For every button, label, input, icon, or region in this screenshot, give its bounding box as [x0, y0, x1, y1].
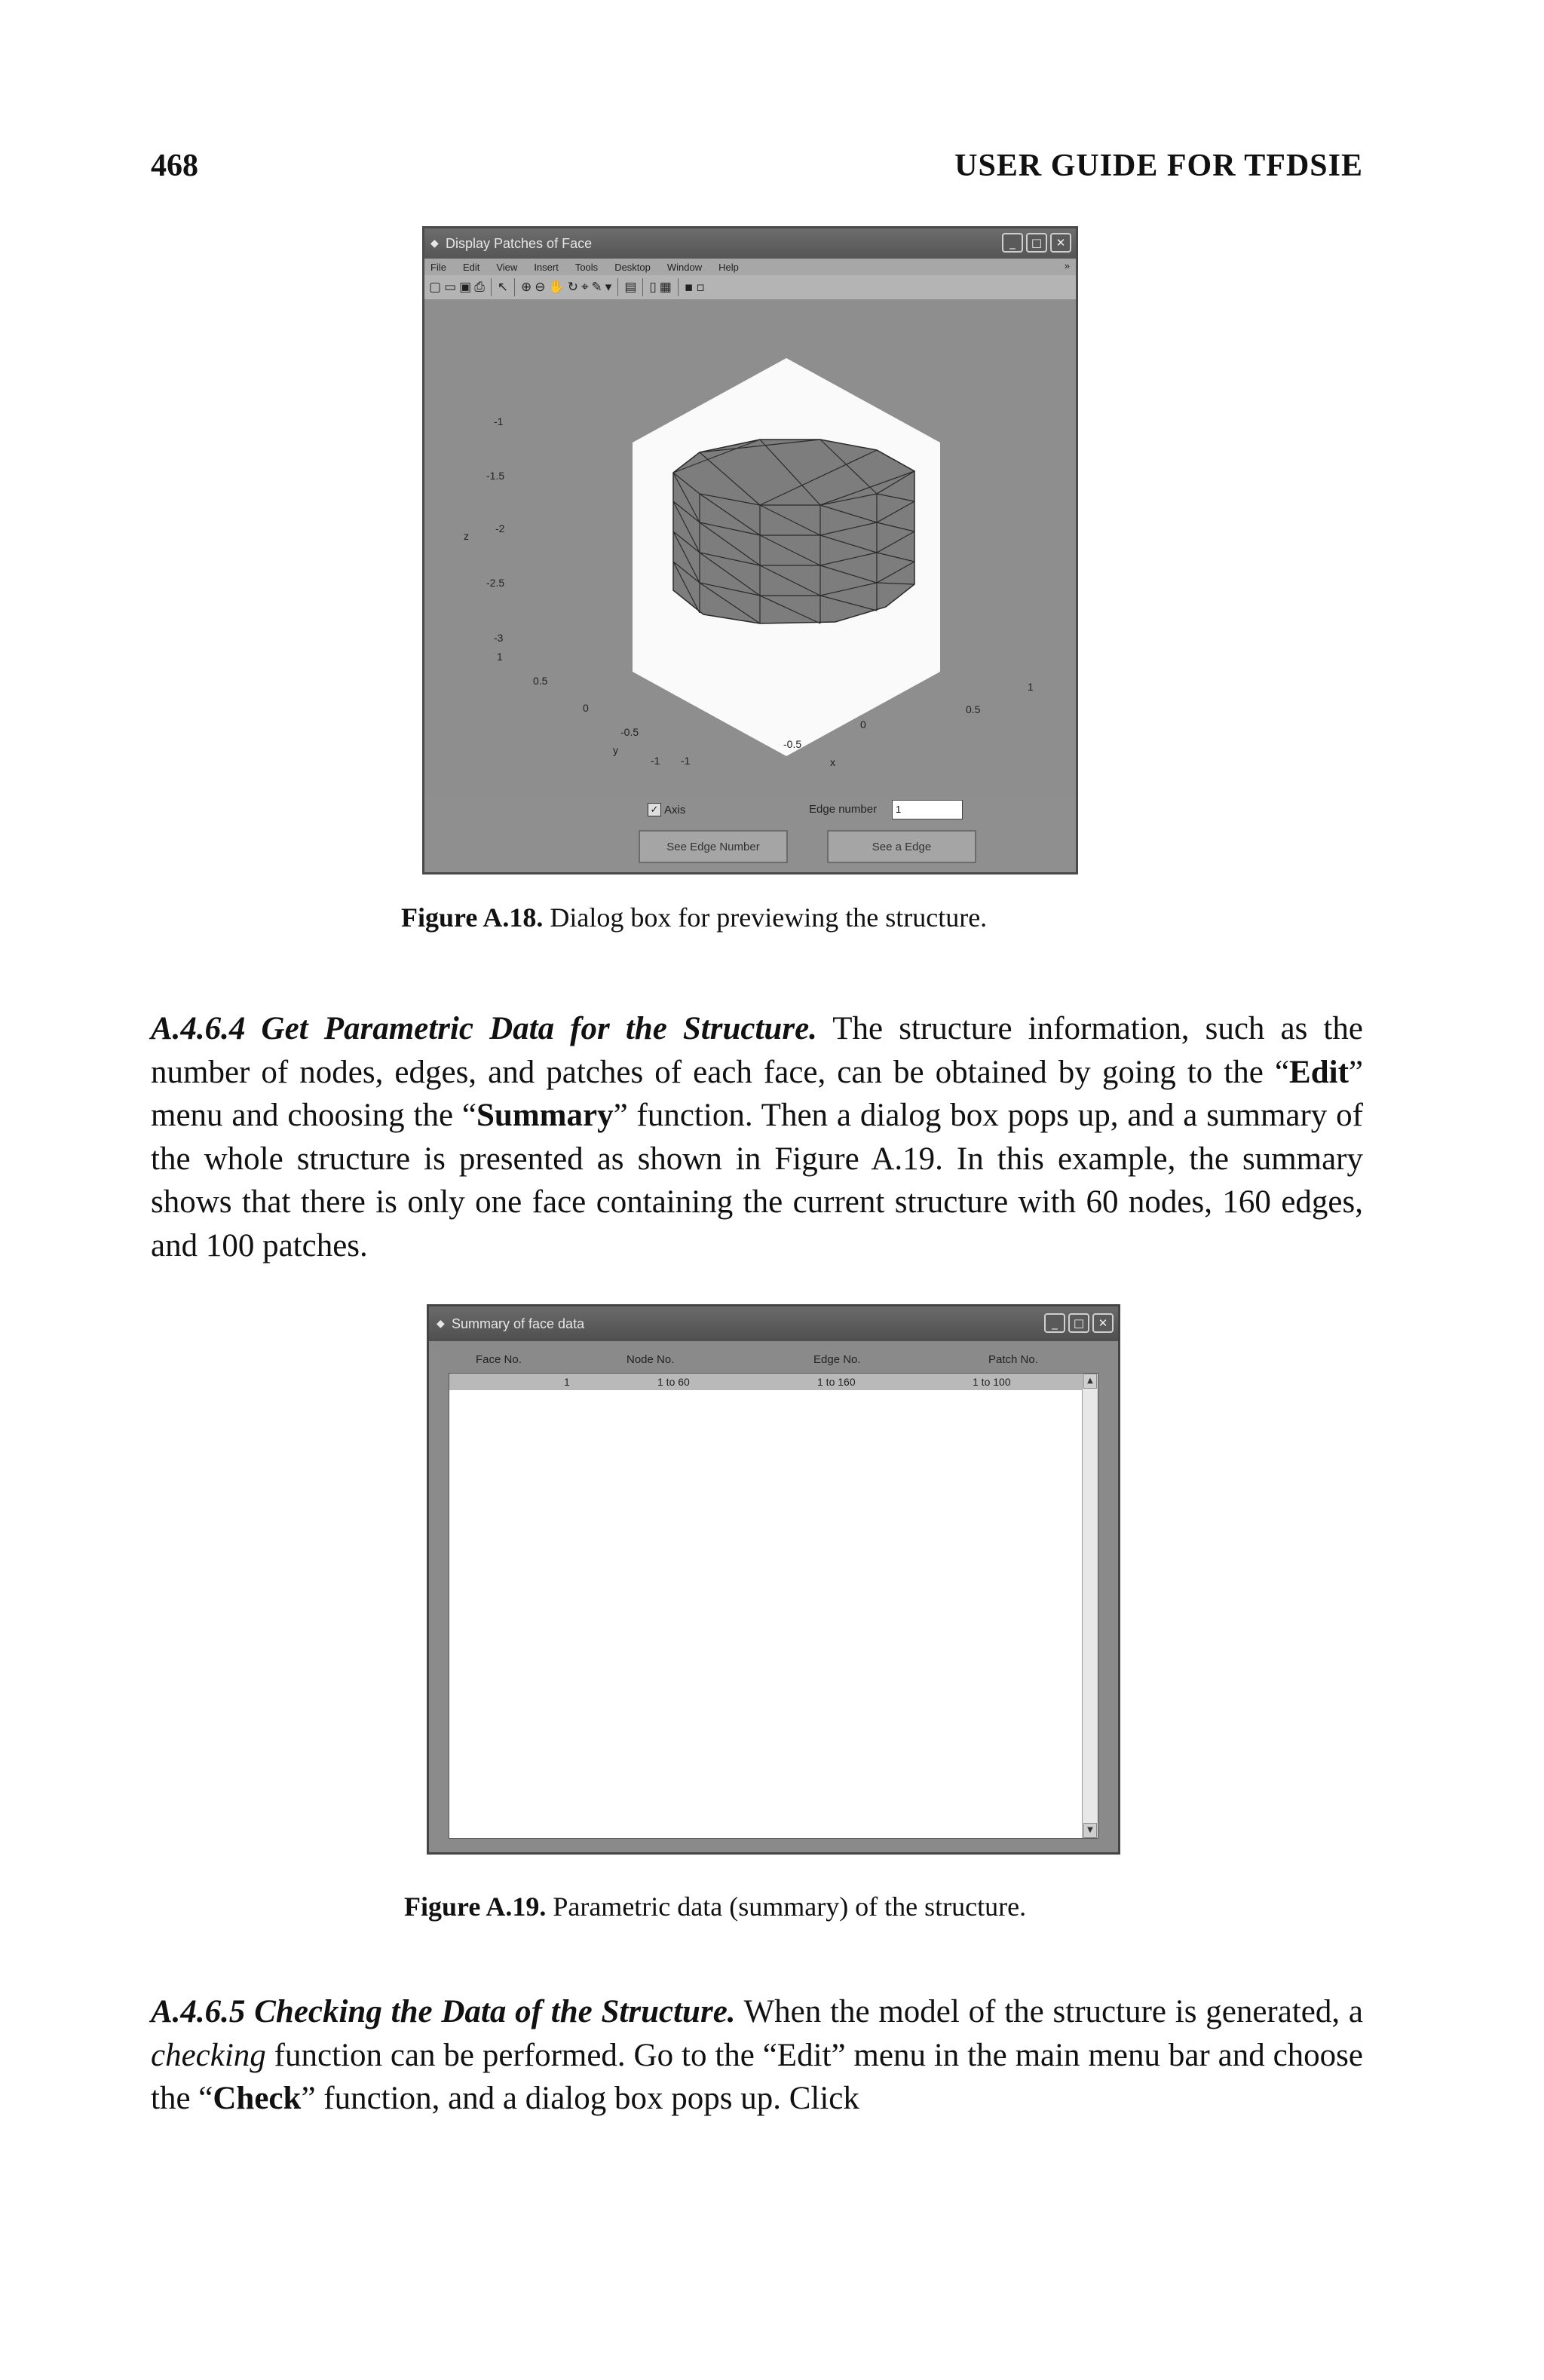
x-axis-label: x [830, 756, 835, 768]
x-tick: 1 [1028, 681, 1034, 693]
display-patches-window [422, 226, 1078, 875]
zoom-in-icon[interactable]: ⊕ [521, 280, 532, 295]
menu-edit[interactable]: Edit [462, 261, 480, 273]
open-icon[interactable]: ▭ [444, 280, 457, 295]
paragraph-text: The structure information, such as the number of nodes, edges, and patches of each face, can be obtained by going to the “ [151, 1011, 1363, 1090]
z-tick: -3 [494, 632, 504, 644]
running-title: USER GUIDE FOR TFDSIE [954, 149, 1363, 183]
toolbar-separator [491, 278, 492, 296]
brush-icon[interactable]: ✎ [591, 280, 602, 295]
edge-number-input[interactable]: 1 [892, 800, 963, 819]
page-header [151, 148, 1363, 193]
plot-tools-icon[interactable]: ▫ [696, 280, 705, 295]
pan-icon[interactable]: ✋ [548, 280, 565, 295]
vertical-scrollbar[interactable] [1082, 1374, 1098, 1838]
axis-checkbox-label: Axis [664, 803, 686, 816]
cylinder-body [673, 440, 914, 623]
checkmark-icon[interactable]: ✓ [648, 803, 661, 816]
edge-number-label: Edge number [809, 803, 878, 816]
cell-node: 1 to 60 [657, 1376, 690, 1388]
print-icon[interactable]: ⎙ [474, 280, 485, 295]
window-icon: ◆ [437, 1317, 445, 1329]
toolbar-separator [514, 278, 515, 296]
caption-text: Parametric data (summary) of the structure. [553, 1891, 1027, 1922]
menu-bar [424, 259, 1076, 275]
section-heading: A.4.6.4 Get Parametric Data for the Structure. [151, 1011, 817, 1046]
y-tick: 1 [497, 651, 503, 663]
minimize-icon[interactable]: _ [1044, 1313, 1065, 1333]
datacursor-icon[interactable]: ⌖ [581, 280, 589, 295]
maximize-icon[interactable]: □ [1026, 233, 1047, 253]
zoom-out-icon[interactable]: ⊖ [535, 280, 546, 295]
z-tick: -2 [495, 522, 505, 535]
checking-term: checking [151, 2037, 266, 2073]
caption-text: Dialog box for previewing the structure. [550, 902, 988, 933]
x-tick: -1 [681, 755, 691, 767]
menu-view[interactable]: View [496, 261, 518, 273]
show-icon[interactable]: ▪ [684, 280, 694, 295]
scroll-up-icon[interactable]: ▲ [1083, 1374, 1097, 1389]
cylinder-mesh-plot[interactable] [424, 299, 1076, 797]
see-edge-number-button[interactable]: See Edge Number [639, 830, 788, 863]
y-tick: 0.5 [533, 675, 548, 687]
maximize-icon[interactable]: □ [1068, 1313, 1089, 1333]
caption-label: Figure A.19. [404, 1891, 547, 1922]
z-tick: -2.5 [486, 577, 505, 589]
y-axis-label: y [613, 744, 618, 756]
paragraph-text: ” function. Then a dialog box pops up, and a summary of the whole structure is presented as shown in Figure A.19. In this example, the summary shows that there is only one face containing the current structure with 60 nodes, 160 edges, and 100 patches. [151, 1098, 1363, 1264]
link-icon[interactable]: ▾ [605, 280, 612, 295]
menu-tools[interactable]: Tools [574, 261, 599, 273]
save-icon[interactable]: ▣ [459, 280, 472, 295]
menu-help[interactable]: Help [718, 261, 739, 273]
column-header-patch: Patch No. [988, 1353, 1038, 1366]
section-a465-paragraph [151, 1990, 1363, 2121]
toolbar-separator [678, 278, 679, 296]
column-headers [429, 1353, 1118, 1371]
z-tick: -1.5 [486, 470, 505, 482]
see-a-edge-button[interactable]: See a Edge [827, 830, 976, 863]
page-number: 468 [151, 149, 198, 183]
menu-insert[interactable]: Insert [534, 261, 559, 273]
legend-icon[interactable]: ▯ [649, 280, 657, 295]
z-tick: -1 [494, 415, 504, 427]
edit-term: Edit [1289, 1054, 1349, 1090]
new-icon[interactable]: ▢ [429, 280, 442, 295]
toolbar [424, 275, 1076, 300]
pointer-icon[interactable]: ↖ [497, 280, 509, 295]
close-icon[interactable]: ✕ [1050, 233, 1071, 253]
x-tick: 0 [860, 718, 866, 731]
column-header-edge: Edge No. [813, 1353, 861, 1366]
y-tick: -0.5 [620, 726, 639, 738]
menu-more-icon[interactable]: » [1064, 260, 1070, 271]
paragraph-text: function can be performed. Go to the “Edit” menu in the main menu bar and choose the “ [151, 2037, 1363, 2116]
section-a464-paragraph [151, 1007, 1363, 1267]
colorbar-icon[interactable]: ▤ [624, 280, 637, 295]
title-bar[interactable] [424, 228, 1076, 259]
paragraph-text: When the model of the structure is generated, a [743, 1994, 1363, 2029]
figure-a19-caption [404, 1891, 1026, 1922]
cell-edge: 1 to 160 [817, 1376, 856, 1388]
scroll-down-icon[interactable]: ▼ [1083, 1823, 1097, 1838]
menu-file[interactable]: File [430, 261, 446, 273]
section-heading: A.4.6.5 Checking the Data of the Structure. [151, 1994, 736, 2029]
column-header-node: Node No. [626, 1353, 675, 1366]
summary-listbox[interactable] [449, 1373, 1098, 1839]
rotate-icon[interactable]: ↻ [567, 280, 578, 295]
hide-icon[interactable]: ▦ [659, 280, 672, 295]
paragraph-text: ” function, and a dialog box pops up. Click [301, 2081, 859, 2116]
menu-desktop[interactable]: Desktop [614, 261, 651, 273]
table-row[interactable] [449, 1374, 1083, 1390]
cell-patch: 1 to 100 [973, 1376, 1011, 1388]
figure-a18-caption [401, 902, 987, 933]
window-icon: ◆ [430, 237, 439, 249]
caption-label: Figure A.18. [401, 902, 544, 933]
title-bar[interactable] [429, 1306, 1118, 1341]
summary-window [427, 1304, 1120, 1855]
close-icon[interactable]: ✕ [1092, 1313, 1114, 1333]
summary-term: Summary [476, 1098, 614, 1133]
x-tick: -0.5 [783, 738, 802, 750]
y-tick: -1 [651, 755, 660, 767]
z-axis-label: z [464, 530, 469, 542]
window-title: Summary of face data [452, 1316, 585, 1331]
cell-face: 1 [564, 1376, 570, 1388]
menu-window[interactable]: Window [666, 261, 703, 273]
minimize-icon[interactable]: _ [1002, 233, 1023, 253]
window-title: Display Patches of Face [446, 236, 593, 251]
toolbar-separator [617, 278, 618, 296]
y-tick: 0 [583, 702, 589, 714]
x-tick: 0.5 [966, 703, 981, 715]
axis-checkbox[interactable] [648, 803, 685, 816]
column-header-face: Face No. [476, 1353, 522, 1366]
toolbar-separator [642, 278, 643, 296]
check-term: Check [213, 2081, 302, 2116]
paragraph-text: ” menu and choosing the “ [151, 1054, 1363, 1133]
